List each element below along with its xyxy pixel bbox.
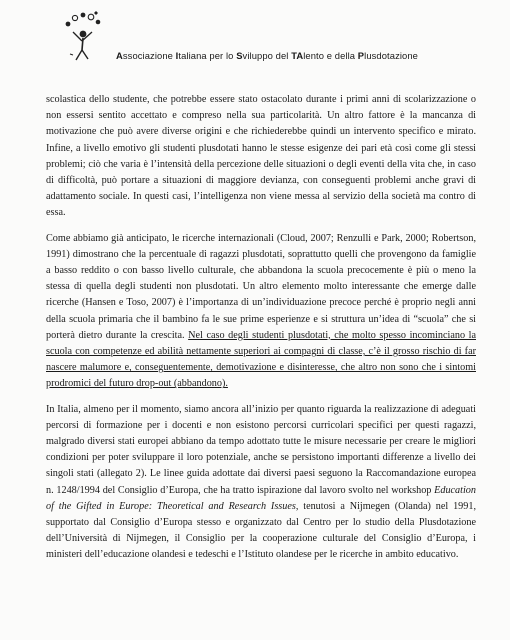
org-name-part: taliana per lo — [178, 50, 237, 61]
paragraph — [46, 92, 476, 222]
org-name-part: lento e della — [303, 50, 358, 61]
text-run: In Italia, almeno per il momento, siamo ancora all’inizio per quanto riguarda la realizzazione di adeguati percorsi di formazione per i docenti e non esistono percorsi curricolari specifici per questi ragazzi, malgrado diversi stati europei abbiano da tempo adottato tutte le misure necessarie per creare le migliori condizioni per poter sviluppare il loro potenziale, anche se persistono importanti differenze a livello dei singoli stati (allegato 2). Le linee guida adottate dai diversi paesi seguono la Raccomandazione europea n. 1248/1994 del Consiglio d’Europa, che ha tratto ispirazione dal lavoro svolto nel workshop — [46, 403, 476, 496]
org-name-part: viluppo del — [242, 50, 292, 61]
org-name-part: TA — [291, 50, 304, 61]
text-run: , tenutosi a Nijmegen (Olanda) nel 1991, supportato dal Consiglio d’Europa stesso e organizzato dal Centro per lo studio della Plusdotazione dell’Università di Nijmegen, il Consiglio per la cooperazione culturale del Consiglio d’Europa, i ministeri dell’educazione olandesi e tedeschi e l’Istituto olandese per le ricerche in ambito educativo. — [46, 500, 476, 561]
document-body — [46, 92, 476, 573]
org-name-part: A — [116, 50, 123, 61]
text-run: Come abbiamo già anticipato, le ricerche internazionali (Cloud, 2007; Renzulli e Park, 2000; Robertson, 1991) dimostrano che la percentuale di ragazzi plusdotati, soprattutto quelli che provengono da famiglie a basso reddito o con basso livello culturale, che abbandona la scuola precocemente è più o meno la stessa di quella degli studenti non plusdotati. Un altro elemento molto interessante che emerge dalle ricerche (Hansen e Toso, 2007) è l’importanza di un’individuazione precoce perché è proprio negli anni della scuola primaria che il bambino fa le sue prime esperienze e si struttura un’idea di “scuola” che si porterà dietro durante la crescita. — [46, 232, 476, 341]
org-name-part: ssociazione — [122, 50, 176, 61]
text-run: scolastica dello studente, che potrebbe essere stato ostacolato durante i primi anni di scolarizzazione o non essersi sentito accettato e compreso nella sua particolarità. Un altro fattore è la mancanza di motivazione che può avere diverse origini e che richiederebbe quindi un intervento specifico e mirato. Infine, a livello emotivo gli studenti plusdotati hanno le stesse esigenze dei pari età così come gli stessi problemi; ciò che varia è l’intensità della percezione delle situazioni o degli eventi della vita che, in caso di difficoltà, può portare a situazioni di maggiore devianza, con conseguenti problemi anche gravi di adattamento sociale. In questi casi, l’intelligenza non viene messa al servizio della società ma contro di essa. — [46, 94, 476, 219]
italic-title: Education of the Gifted in Europe: Theoretical and Research Issues — [46, 484, 476, 512]
underlined-text: Nel caso degli studenti plusdotati, che molto spesso incominciano la scuola con competenze ed abilità nettamente superiori ai compagni di classe, c’è il grosso rischio di far nascere malumore e, conseguentemente, demotivazione e disinteresse, che altro non sono che i sintomi prodromici del futuro drop-out (abbandono). — [46, 329, 476, 390]
organization-name — [116, 50, 418, 61]
org-name-part: P — [357, 50, 365, 61]
juggler-logo-icon — [58, 10, 108, 62]
org-name-part: lusdotazione — [364, 50, 418, 61]
paragraph — [46, 231, 476, 393]
letterhead — [40, 8, 480, 68]
org-name-part: I — [175, 50, 179, 61]
paragraph — [46, 402, 476, 564]
org-name-part: S — [236, 50, 243, 61]
